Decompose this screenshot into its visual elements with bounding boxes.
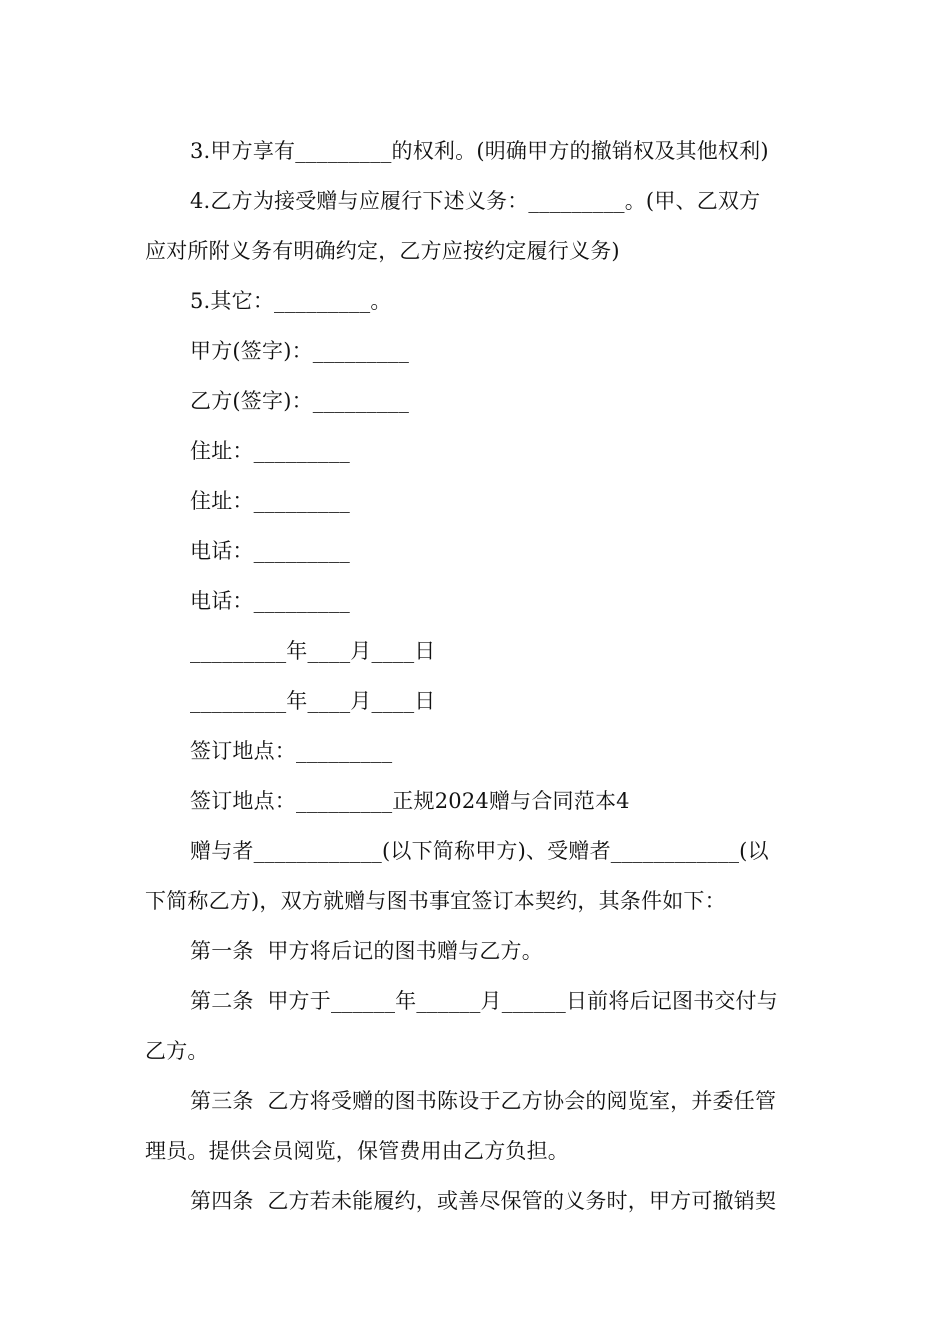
clause-4-continuation-line: 应对所附义务有明确约定，乙方应按约定履行义务) <box>145 239 620 263</box>
clause-5-line: 5.其它：_________。 <box>190 289 392 313</box>
article-4-line: 第四条 乙方若未能履约，或善尽保管的义务时，甲方可撤销契 <box>190 1189 777 1213</box>
donor-recipient-line: 赠与者____________(以下简称甲方)、受赠者____________(以 <box>190 839 769 863</box>
clause-3-line: 3.甲方享有_________的权利。(明确甲方的撤销权及其他权利) <box>190 139 769 163</box>
article-1-line: 第一条 甲方将后记的图书赠与乙方。 <box>190 939 543 963</box>
party-a-signature-line: 甲方(签字)：_________ <box>190 339 410 363</box>
date-line-b: _________年____月____日 <box>190 689 436 713</box>
article-3-continuation-line: 理员。提供会员阅览，保管费用由乙方负担。 <box>145 1139 569 1163</box>
article-2-continuation-line: 乙方。 <box>145 1039 209 1063</box>
party-b-signature-line: 乙方(签字)：_________ <box>190 389 410 413</box>
article-3-line: 第三条 乙方将受赠的图书陈设于乙方协会的阅览室，并委任管 <box>190 1089 777 1113</box>
phone-line-b: 电话：_________ <box>190 589 350 613</box>
article-2-line: 第二条 甲方于______年______月______日前将后记图书交付与 <box>190 989 778 1013</box>
signing-place-line-b: 签订地点：_________正规2024赠与合同范本4 <box>190 789 630 813</box>
date-line-a: _________年____月____日 <box>190 639 436 663</box>
address-line-a: 住址：_________ <box>190 439 350 463</box>
address-line-b: 住址：_________ <box>190 489 350 513</box>
phone-line-a: 电话：_________ <box>190 539 350 563</box>
signing-place-line-a: 签订地点：_________ <box>190 739 393 763</box>
donor-recipient-continuation-line: 下简称乙方)，双方就赠与图书事宜签订本契约，其条件如下： <box>145 889 726 913</box>
clause-4-line: 4.乙方为接受赠与应履行下述义务：_________。(甲、乙双方 <box>190 189 761 213</box>
